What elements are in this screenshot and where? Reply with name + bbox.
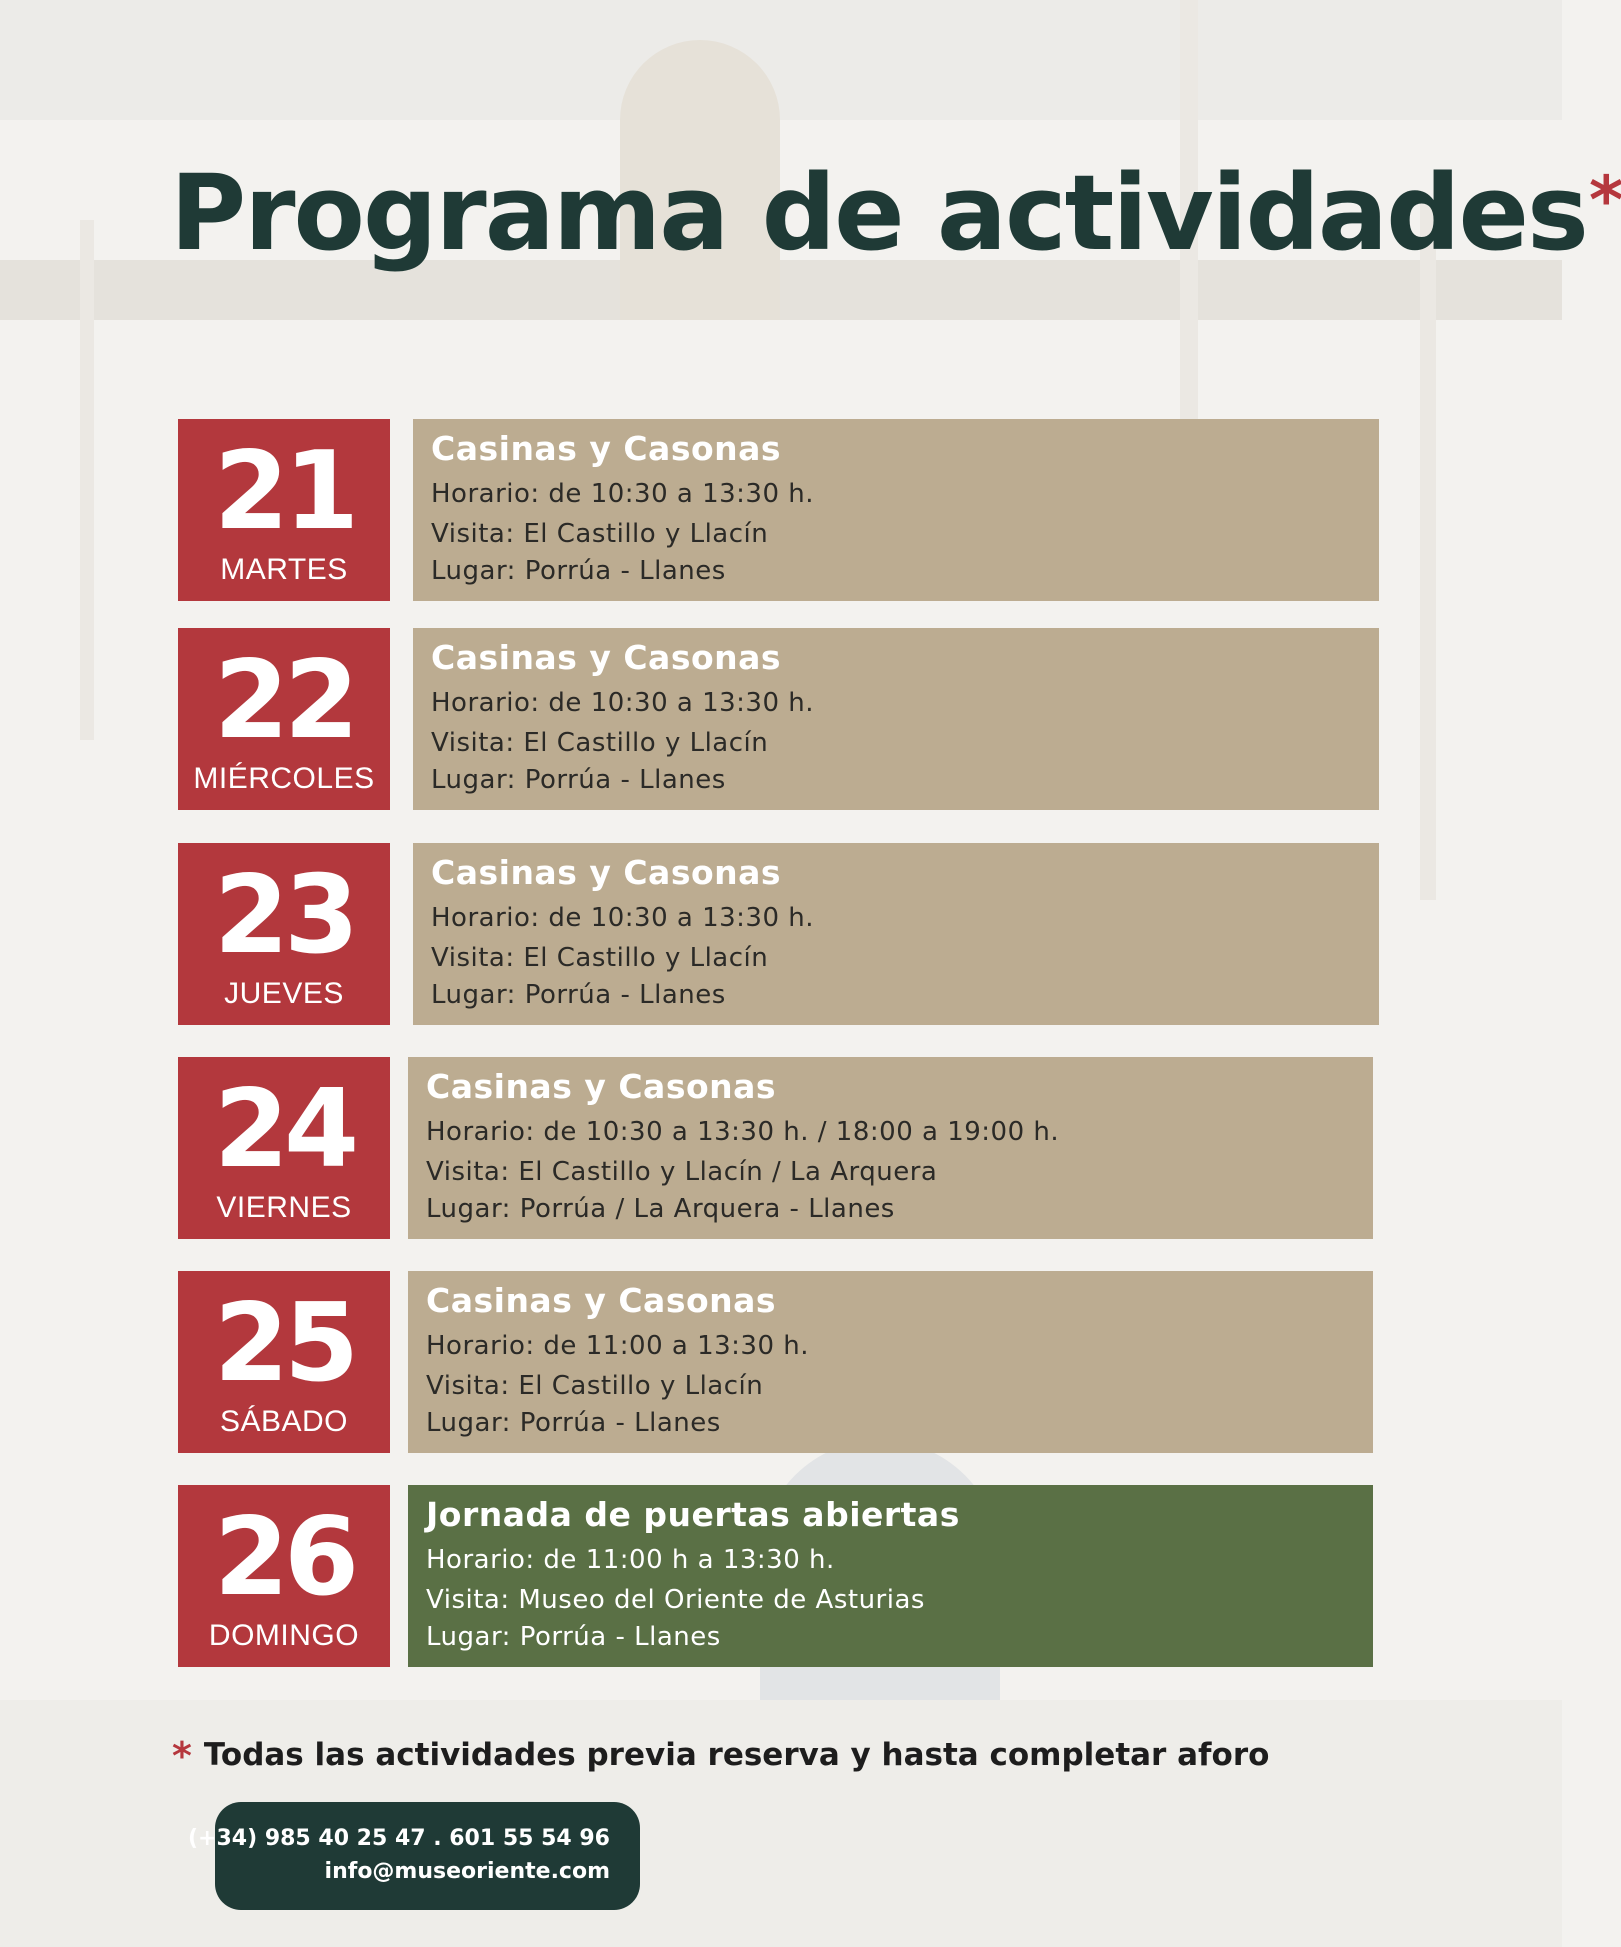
day-name: MIÉRCOLES	[193, 762, 375, 795]
event-row	[0, 1485, 1562, 1667]
event-row	[0, 419, 1562, 601]
date-box	[178, 419, 390, 601]
event-row	[0, 1271, 1562, 1453]
event-location: Lugar: Porrúa / La Arquera - Llanes	[426, 1194, 895, 1224]
event-visit: Visita: El Castillo y Llacín	[431, 519, 769, 549]
event-schedule: Horario: de 11:00 h a 13:30 h.	[426, 1545, 835, 1575]
page-title: Programa de actividades*	[170, 152, 1621, 274]
day-number: 22	[213, 638, 355, 763]
event-row	[0, 628, 1562, 810]
event-location: Lugar: Porrúa - Llanes	[431, 556, 726, 586]
event-schedule: Horario: de 11:00 a 13:30 h.	[426, 1331, 810, 1361]
day-number: 21	[213, 429, 355, 554]
day-name: MARTES	[220, 553, 348, 586]
event-schedule: Horario: de 10:30 a 13:30 h.	[431, 688, 815, 718]
event-visit: Visita: El Castillo y Llacín	[431, 728, 769, 758]
date-box	[178, 1485, 390, 1667]
day-number: 23	[213, 853, 355, 978]
day-number: 24	[213, 1067, 355, 1192]
asterisk-mark: *	[1588, 162, 1621, 239]
event-visit: Visita: El Castillo y Llacín	[431, 943, 769, 973]
contact-email[interactable]: info@museoriente.com	[324, 1859, 610, 1884]
date-box	[178, 1271, 390, 1453]
event-location: Lugar: Porrúa - Llanes	[431, 980, 726, 1010]
event-schedule: Horario: de 10:30 a 13:30 h.	[431, 479, 815, 509]
event-panel	[408, 1271, 1373, 1453]
event-title: Casinas y Casonas	[431, 638, 782, 677]
event-panel-highlight	[408, 1485, 1373, 1667]
asterisk-icon: *	[172, 1734, 192, 1778]
event-schedule: Horario: de 10:30 a 13:30 h.	[431, 903, 815, 933]
footnote	[172, 1730, 1270, 1778]
event-location: Lugar: Porrúa - Llanes	[426, 1622, 721, 1652]
event-title: Casinas y Casonas	[431, 429, 782, 468]
event-panel	[413, 628, 1379, 810]
event-title: Jornada de puertas abiertas	[426, 1495, 960, 1534]
event-title: Casinas y Casonas	[431, 853, 782, 892]
contact-phone[interactable]: (+34) 985 40 25 47 . 601 55 54 96	[188, 1826, 610, 1851]
date-box	[178, 1057, 390, 1239]
event-row	[0, 843, 1562, 1025]
event-panel	[408, 1057, 1373, 1239]
day-name: SÁBADO	[219, 1405, 349, 1438]
event-row	[0, 1057, 1562, 1239]
footnote-text: Todas las actividades previa reserva y hasta completar aforo	[203, 1737, 1270, 1773]
event-panel	[413, 419, 1379, 601]
day-name: DOMINGO	[208, 1619, 360, 1652]
event-visit: Visita: El Castillo y Llacín	[426, 1371, 764, 1401]
event-location: Lugar: Porrúa - Llanes	[426, 1408, 721, 1438]
event-title: Casinas y Casonas	[426, 1281, 777, 1320]
event-location: Lugar: Porrúa - Llanes	[431, 765, 726, 795]
event-visit: Visita: Museo del Oriente de Asturias	[426, 1585, 925, 1615]
day-number: 25	[213, 1281, 355, 1406]
event-title: Casinas y Casonas	[426, 1067, 777, 1106]
event-panel	[413, 843, 1379, 1025]
day-number: 26	[213, 1495, 355, 1620]
event-schedule: Horario: de 10:30 a 13:30 h. / 18:00 a 19:00 h.	[426, 1117, 1060, 1147]
date-box	[178, 843, 390, 1025]
day-name: JUEVES	[224, 977, 344, 1010]
contact-box	[188, 1802, 640, 1910]
day-name: VIERNES	[216, 1191, 352, 1224]
event-visit: Visita: El Castillo y Llacín / La Arquera	[426, 1157, 938, 1187]
date-box	[178, 628, 390, 810]
